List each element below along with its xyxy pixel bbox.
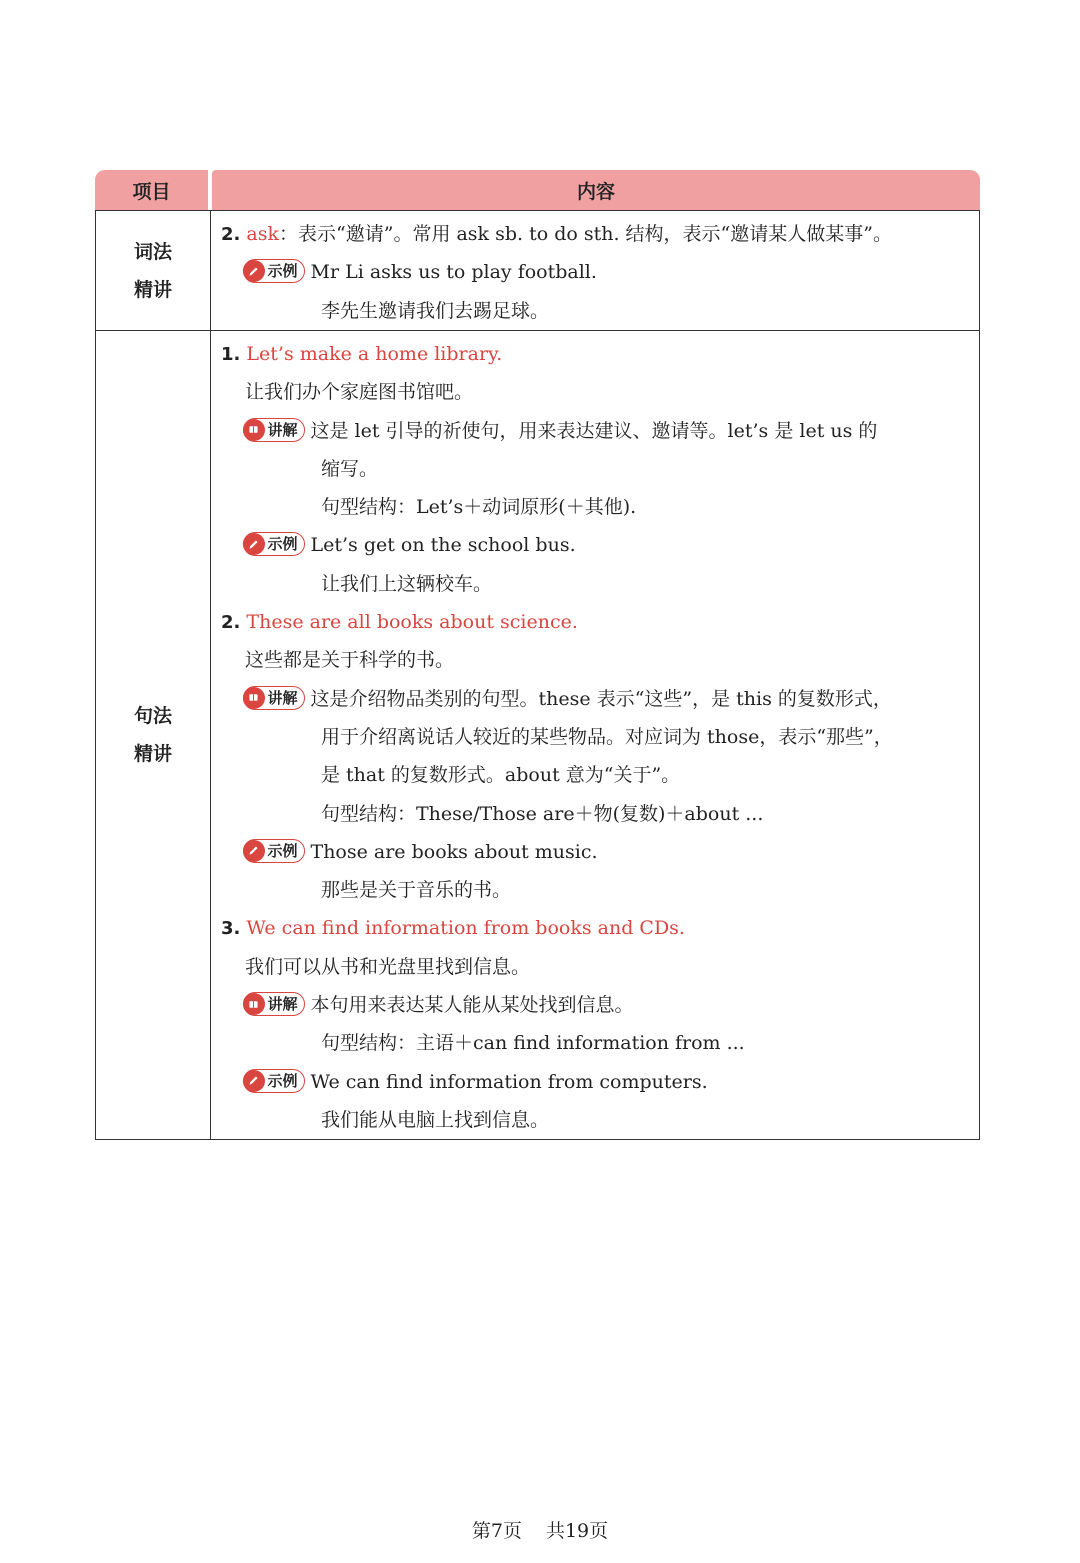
example-en: Let’s get on the school bus. <box>310 534 576 557</box>
syntax-label-line2: 精讲 <box>133 743 172 765</box>
explain-text: 本句用来表达某人能从某处找到信息。 <box>310 994 634 1017</box>
structure: 句型结构：主语＋can find information from ... <box>321 1032 745 1055</box>
example-cn: 让我们上这辆校车。 <box>321 572 493 595</box>
item-number: 2. <box>221 612 241 634</box>
structure: 句型结构：These/Those are＋物(复数)＋about ... <box>321 802 764 825</box>
key-sentence: Let’s make a home library. <box>246 343 503 365</box>
example-en: Mr Li asks us to play football. <box>310 261 597 284</box>
explain-badge-label: 讲解 <box>267 420 298 439</box>
translation: 我们可以从书和光盘里找到信息。 <box>245 955 531 978</box>
example-badge <box>243 839 305 863</box>
example-en: We can find information from computers. <box>310 1070 708 1093</box>
explain-badge-label: 讲解 <box>267 688 298 707</box>
explain-badge <box>243 418 305 442</box>
explain-text: 缩写。 <box>321 457 379 480</box>
header-content: 内容 <box>212 170 980 210</box>
example-badge <box>243 532 305 556</box>
grammar-table <box>95 170 980 1140</box>
example-badge-label: 示例 <box>267 535 298 554</box>
pencil-icon <box>243 840 265 862</box>
vocab-label <box>96 211 211 330</box>
vocab-item <box>221 215 971 253</box>
example-badge-label: 示例 <box>267 262 298 281</box>
explain-line <box>221 986 971 1024</box>
example-line <box>221 1063 971 1101</box>
vocab-label-line1: 词法 <box>133 240 172 263</box>
explain-line <box>221 680 971 718</box>
example-badge-label: 示例 <box>267 1071 298 1090</box>
table-header <box>95 170 980 210</box>
example-cn: 那些是关于音乐的书。 <box>321 879 512 902</box>
syntax-label-line1: 句法 <box>133 705 172 727</box>
sentence-item <box>221 335 971 373</box>
syntax-section <box>95 331 980 1140</box>
example-badge-label: 示例 <box>267 841 298 860</box>
page-footer <box>0 1516 1080 1543</box>
vocab-content <box>211 211 979 330</box>
vocab-label-line2: 精讲 <box>133 278 172 301</box>
explain-badge-label: 讲解 <box>267 995 298 1014</box>
example-cn: 我们能从电脑上找到信息。 <box>321 1108 550 1131</box>
example-en: Those are books about music. <box>310 840 598 863</box>
item-explanation: ：表示“邀请”。常用 ask sb. to do sth. 结构，表示“邀请某人做某事”。 <box>279 223 892 245</box>
key-sentence: These are all books about science. <box>246 611 578 634</box>
item-number: 1. <box>221 344 241 365</box>
page-number: 第7页 <box>471 1520 522 1542</box>
example-badge <box>243 259 305 283</box>
syntax-content <box>211 331 979 1139</box>
syntax-label <box>96 331 211 1139</box>
example-line <box>221 526 971 564</box>
pencil-icon <box>243 260 265 282</box>
explain-text: 是 that 的复数形式。about 意为“关于”。 <box>321 764 681 787</box>
explain-text: 这是介绍物品类别的句型。these 表示“这些”，是 this 的复数形式， <box>310 687 892 710</box>
explain-badge <box>243 686 305 710</box>
item-number: 3. <box>221 918 241 940</box>
example-badge <box>243 1069 305 1093</box>
translation: 让我们办个家庭图书馆吧。 <box>245 381 474 404</box>
item-keyword: ask <box>246 223 280 245</box>
sentence-item <box>221 603 971 641</box>
example-line <box>221 253 971 291</box>
key-sentence: We can find information from books and CDs. <box>246 917 685 940</box>
item-number: 2. <box>221 224 241 245</box>
explain-text: 用于介绍离说话人较近的某些物品。对应词为 those，表示“那些”， <box>321 725 893 748</box>
explain-text: 这是 let 引导的祈使句，用来表达建议、邀请等。let’s 是 let us 的 <box>310 419 878 442</box>
translation: 这些都是关于科学的书。 <box>245 649 455 672</box>
header-item: 项目 <box>95 170 208 210</box>
explain-line <box>221 412 971 450</box>
explain-badge <box>243 992 305 1016</box>
structure: 句型结构：Let’s＋动词原形(＋其他). <box>321 496 637 519</box>
vocab-section <box>95 210 980 331</box>
example-cn: 李先生邀请我们去踢足球。 <box>321 299 550 322</box>
book-icon <box>243 687 265 709</box>
pencil-icon <box>243 533 265 555</box>
example-line <box>221 833 971 871</box>
book-icon <box>243 993 265 1015</box>
sentence-item <box>221 909 971 947</box>
book-icon <box>243 419 265 441</box>
pencil-icon <box>243 1070 265 1092</box>
page-total: 共19页 <box>545 1520 609 1542</box>
